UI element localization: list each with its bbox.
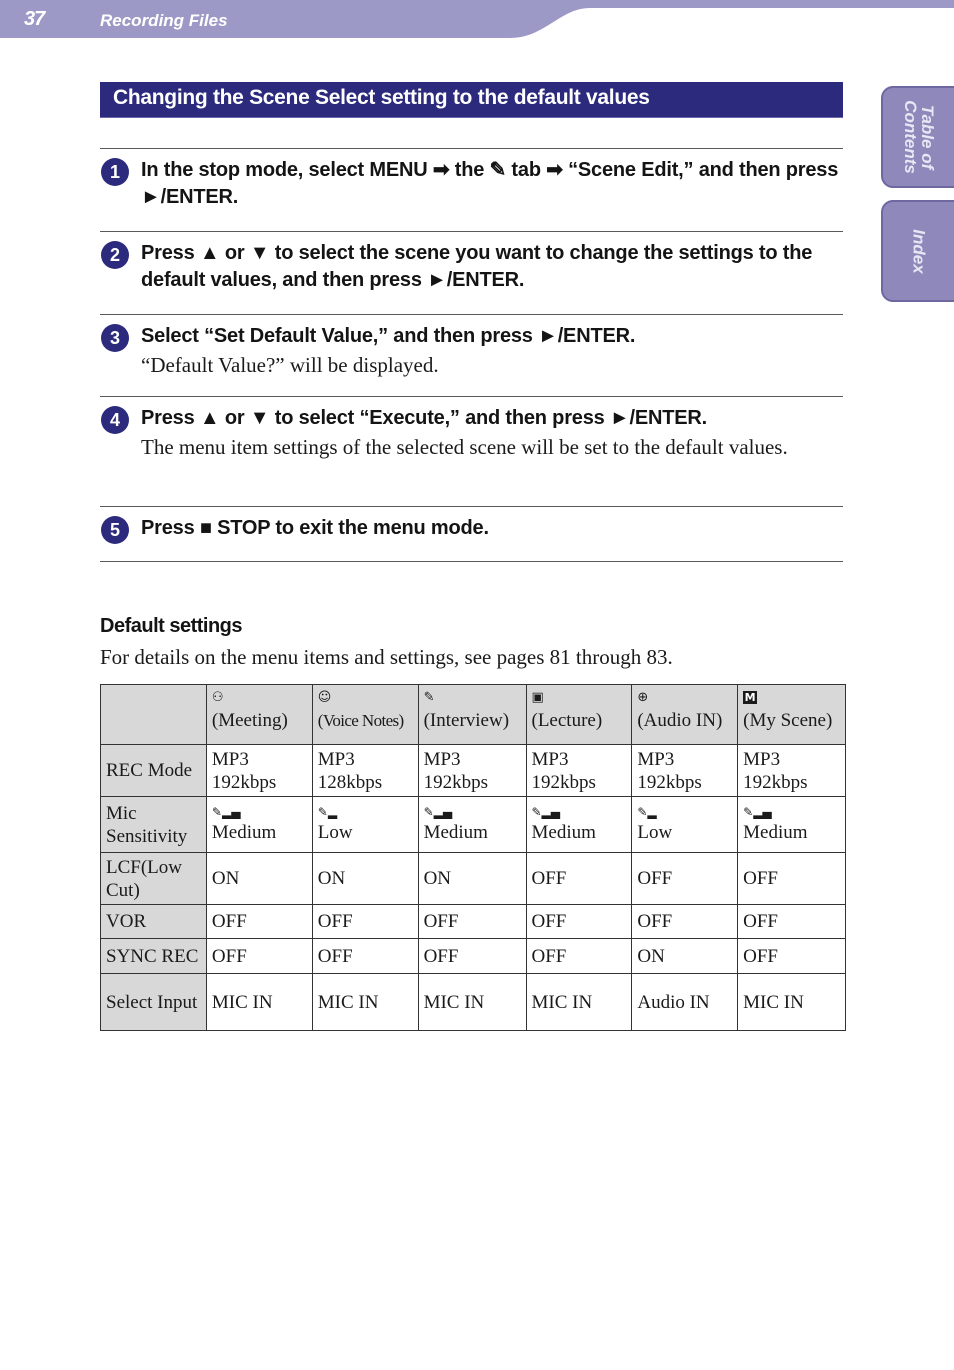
table-cell: MP3 192kbps	[632, 745, 738, 797]
mic-sensitivity-icon: ✎▂▄	[423, 805, 453, 819]
table-row	[101, 974, 846, 1031]
text: “Scene Edit,” and then press	[562, 159, 839, 181]
table-cell: MP3 192kbps	[526, 745, 632, 797]
table-cell: OFF	[632, 905, 738, 939]
step-instruction	[141, 240, 843, 294]
arrow-right-icon: ➡	[432, 159, 450, 181]
table-header-empty	[101, 685, 207, 745]
table-cell	[312, 797, 418, 853]
text: or	[219, 242, 250, 264]
step-number: 1	[101, 158, 129, 186]
row-label: REC Mode	[101, 745, 207, 797]
table-cell: MIC IN	[418, 974, 526, 1031]
table-cell: ON	[312, 853, 418, 905]
column-label: (Meeting)	[211, 710, 288, 731]
table-cell: MIC IN	[206, 974, 312, 1031]
page-number: 37	[24, 8, 45, 30]
table-cell	[206, 797, 312, 853]
text: In the stop mode, select MENU	[141, 159, 433, 181]
table-cell: OFF	[206, 939, 312, 974]
text: /ENTER.	[557, 325, 636, 347]
page-title: Changing the Scene Select setting to the default values	[113, 86, 650, 109]
column-header-meeting	[206, 685, 312, 745]
step-description: The menu item settings of the selected scene will be set to the default values.	[141, 435, 788, 459]
tab-table-of-contents-label: Table of Contents	[901, 100, 938, 174]
table-cell: Audio IN	[632, 974, 738, 1031]
row-label: Select Input	[101, 974, 207, 1031]
table-cell	[738, 797, 846, 853]
table-cell: ON	[418, 853, 526, 905]
mic-sensitivity-icon: ✎▂▄	[531, 805, 561, 819]
table-cell: MIC IN	[312, 974, 418, 1031]
row-label: LCF(Low Cut)	[101, 853, 207, 905]
step-4	[100, 396, 843, 506]
down-arrow-icon: ▼	[249, 407, 270, 429]
header-bar	[0, 0, 954, 40]
text: the	[449, 159, 490, 181]
table-cell: MIC IN	[738, 974, 846, 1031]
step-instruction	[141, 157, 843, 211]
up-arrow-icon: ▲	[199, 242, 220, 264]
text: tab	[506, 159, 547, 181]
table-cell: OFF	[206, 905, 312, 939]
column-label: (Interview)	[423, 710, 510, 731]
column-header-my-scene	[738, 685, 846, 745]
step-1	[100, 148, 843, 231]
cell-value: Low	[637, 822, 673, 843]
play-icon: ►	[538, 325, 558, 347]
text: /ENTER.	[629, 407, 708, 429]
column-label: (Voice Notes)	[317, 711, 404, 730]
table-cell: OFF	[312, 939, 418, 974]
text: Press	[141, 407, 200, 429]
table-row	[101, 797, 846, 853]
table-row	[101, 853, 846, 905]
column-label: (Lecture)	[531, 710, 603, 731]
text: or	[219, 407, 250, 429]
table-cell: OFF	[738, 939, 846, 974]
column-label: (Audio IN)	[637, 710, 723, 731]
step-instruction	[141, 405, 843, 432]
table-row	[101, 745, 846, 797]
step-number: 4	[101, 406, 129, 434]
text: to select the scene you want to change the settings to the default values, and then press	[141, 242, 813, 291]
step-description: “Default Value?” will be displayed.	[141, 353, 439, 377]
play-icon: ►	[141, 186, 161, 208]
step-3	[100, 314, 843, 396]
table-cell: OFF	[418, 905, 526, 939]
mic-sensitivity-icon: ✎▂	[317, 805, 338, 819]
table-cell: ON	[206, 853, 312, 905]
mic-sensitivity-icon: ✎▂	[637, 805, 657, 819]
column-header-interview	[418, 685, 526, 745]
default-settings-heading: Default settings	[100, 615, 243, 637]
text: Press	[141, 517, 200, 539]
step-instruction	[141, 323, 843, 350]
mic-icon: ✎	[489, 159, 507, 181]
step-number: 3	[101, 324, 129, 352]
cell-value: Medium	[423, 822, 488, 843]
row-label: SYNC REC	[101, 939, 207, 974]
table-row	[101, 939, 846, 974]
divider	[100, 561, 843, 562]
my-scene-icon: M	[744, 691, 756, 704]
tab-index[interactable]	[881, 200, 954, 302]
mic-sensitivity-icon: ✎▂▄	[211, 805, 241, 819]
section-title: Recording Files	[100, 11, 228, 30]
arrow-right-icon: ➡	[546, 159, 563, 181]
lecture-icon: ▣	[531, 690, 544, 705]
text: STOP to exit the menu mode.	[211, 517, 489, 539]
table-cell: MP3 192kbps	[738, 745, 846, 797]
cell-value: Medium	[531, 822, 596, 843]
table-cell: MP3 192kbps	[206, 745, 312, 797]
table-cell: OFF	[526, 939, 632, 974]
step-number: 5	[101, 516, 129, 544]
step-2	[100, 231, 843, 314]
step-instruction	[141, 515, 843, 542]
down-arrow-icon: ▼	[249, 242, 270, 264]
cell-value: Medium	[743, 822, 808, 843]
mic-sensitivity-icon: ✎▂▄	[743, 805, 772, 819]
default-settings-table	[100, 684, 846, 1031]
cell-value: Low	[317, 822, 353, 843]
table-cell: OFF	[418, 939, 526, 974]
play-icon: ►	[609, 407, 630, 429]
table-cell: OFF	[526, 853, 632, 905]
table-cell: MP3 128kbps	[312, 745, 418, 797]
default-settings-text: For details on the menu items and settings, see pages 81 through 83.	[100, 645, 673, 669]
table-cell: OFF	[312, 905, 418, 939]
title-banner	[100, 82, 843, 118]
table-row	[101, 905, 846, 939]
column-header-voice-notes	[312, 685, 418, 745]
table-cell: ON	[632, 939, 738, 974]
table-cell: MIC IN	[526, 974, 632, 1031]
step-number: 2	[101, 241, 129, 269]
row-label: VOR	[101, 905, 207, 939]
column-label: (My Scene)	[743, 710, 833, 731]
voice-notes-icon: ☺	[317, 690, 332, 705]
text: to select “Execute,” and then press	[269, 407, 610, 429]
tab-index-label: Index	[909, 228, 929, 274]
text: Select “Set Default Value,” and then press	[141, 325, 539, 347]
table-cell: OFF	[738, 905, 846, 939]
table-header-row	[101, 685, 846, 745]
text: /ENTER.	[446, 269, 525, 291]
row-label: Mic Sensitivity	[101, 797, 207, 853]
column-header-audio-in	[632, 685, 738, 745]
table-cell: OFF	[738, 853, 846, 905]
table-cell	[418, 797, 526, 853]
interview-icon: ✎	[423, 690, 435, 705]
column-header-lecture	[526, 685, 632, 745]
up-arrow-icon: ▲	[199, 407, 220, 429]
step-5	[100, 506, 843, 561]
text: Press	[141, 242, 200, 264]
play-icon: ►	[427, 269, 447, 291]
text: /ENTER.	[160, 186, 239, 208]
stop-icon: ■	[199, 517, 212, 539]
table-cell: MP3 192kbps	[418, 745, 526, 797]
audio-in-icon: ⊕	[637, 690, 649, 705]
table-cell: OFF	[632, 853, 738, 905]
cell-value: Medium	[211, 822, 277, 843]
table-cell: OFF	[526, 905, 632, 939]
table-cell	[526, 797, 632, 853]
table-cell	[632, 797, 738, 853]
tab-table-of-contents[interactable]	[881, 86, 954, 188]
meeting-icon: ⚇	[211, 690, 224, 705]
